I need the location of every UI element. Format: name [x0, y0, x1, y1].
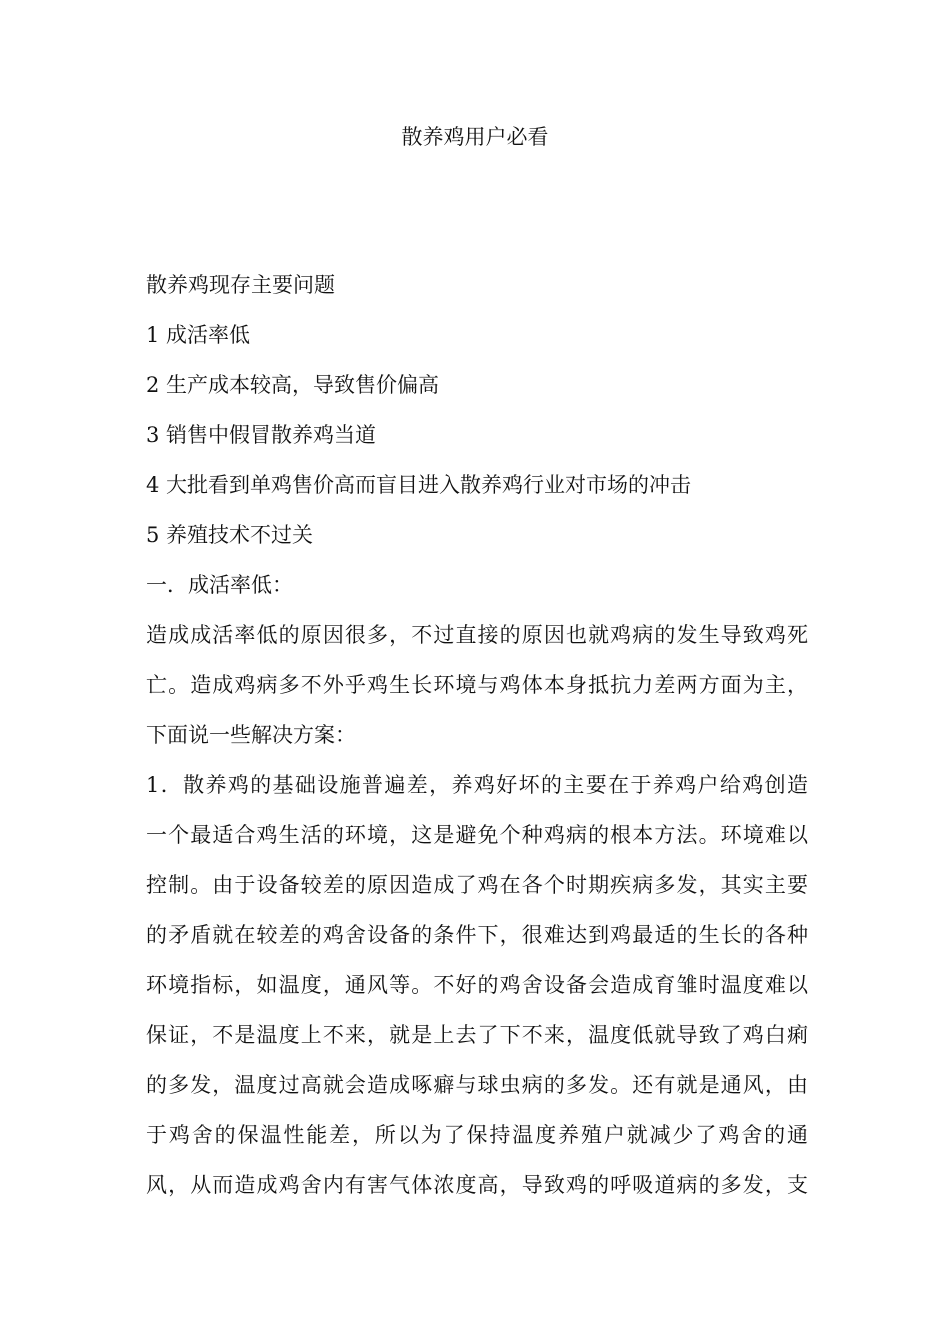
point-1-line: 环境指标，如温度，通风等。不好的鸡舍设备会造成育雏时温度难以	[146, 973, 808, 997]
problem-item-3: 3 销售中假冒散养鸡当道	[146, 423, 377, 447]
intro-line: 亡。造成鸡病多不外乎鸡生长环境与鸡体本身抵抗力差两方面为主，	[146, 673, 808, 697]
point-1-line: 的多发，温度过高就会造成啄癖与球虫病的多发。还有就是通风，由	[146, 1073, 808, 1097]
point-1-line: 的矛盾就在较差的鸡舍设备的条件下，很难达到鸡最适的生长的各种	[146, 923, 808, 947]
problem-item-4: 4 大批看到单鸡售价高而盲目进入散养鸡行业对市场的冲击	[146, 473, 692, 497]
point-1-line: 1．散养鸡的基础设施普遍差，养鸡好坏的主要在于养鸡户给鸡创造	[146, 773, 808, 797]
problem-item-2: 2 生产成本较高，导致售价偏高	[146, 373, 440, 397]
problem-item-5: 5 养殖技术不过关	[146, 523, 314, 547]
document-title: 散养鸡用户必看	[401, 125, 549, 149]
point-1-line: 于鸡舍的保温性能差，所以为了保持温度养殖户就减少了鸡舍的通	[146, 1123, 808, 1147]
subsection-heading: 一．成活率低：	[146, 573, 293, 597]
document-body	[146, 268, 808, 1218]
intro-line: 下面说一些解决方案：	[146, 723, 356, 747]
intro-line: 造成成活率低的原因很多，不过直接的原因也就鸡病的发生导致鸡死	[146, 623, 808, 647]
intro-paragraph	[146, 618, 808, 752]
point-1-line: 保证，不是温度上不来，就是上去了下不来，温度低就导致了鸡白痢	[146, 1023, 808, 1047]
point-1-line: 控制。由于设备较差的原因造成了鸡在各个时期疾病多发，其实主要	[146, 873, 808, 897]
point-1-paragraph	[146, 768, 808, 1202]
point-1-line: 一个最适合鸡生活的环境，这是避免个种鸡病的根本方法。环境难以	[146, 823, 808, 847]
problem-item-1: 1 成活率低	[146, 323, 251, 347]
section-heading: 散养鸡现存主要问题	[146, 273, 335, 297]
point-1-line: 风，从而造成鸡舍内有害气体浓度高，导致鸡的呼吸道病的多发，支	[146, 1173, 808, 1197]
